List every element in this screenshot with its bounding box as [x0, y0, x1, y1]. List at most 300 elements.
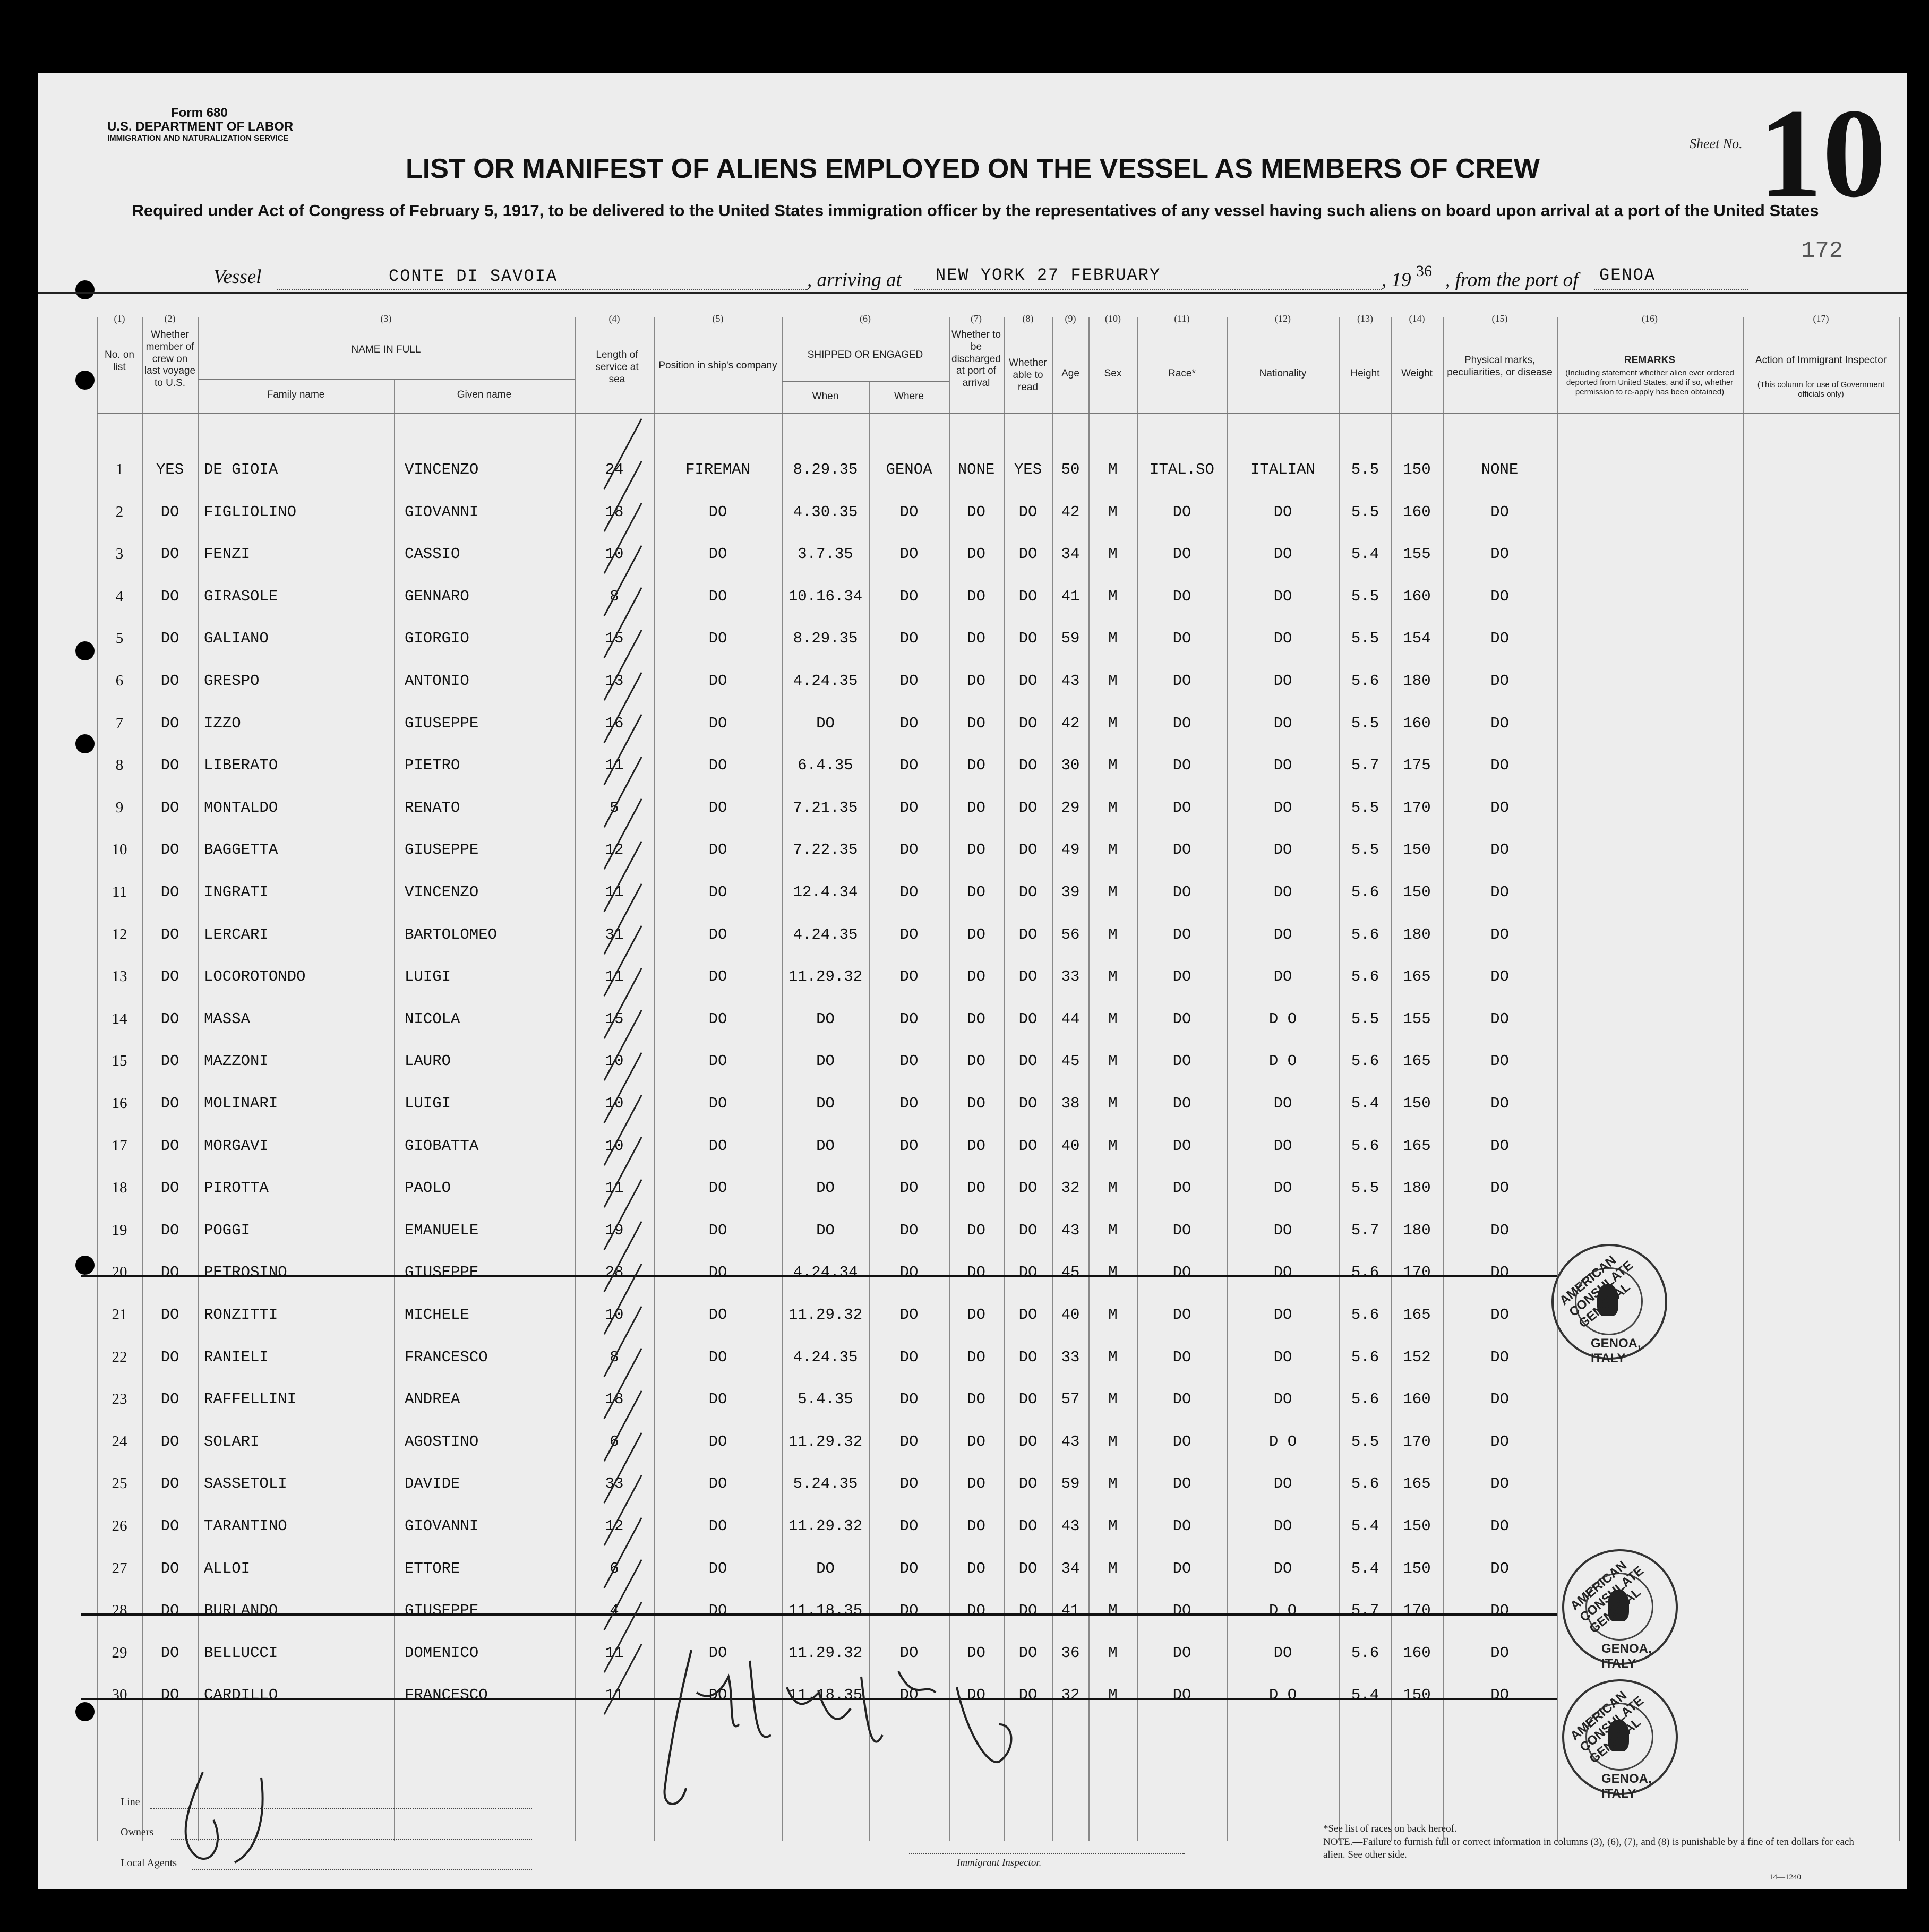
col-weight-heading: Weight: [1401, 368, 1433, 379]
physical-marks-cell: DO: [1490, 883, 1509, 901]
shipped-where-cell: DO: [899, 545, 919, 563]
shipped-when-cell: 11.29.32: [788, 1306, 863, 1324]
able-to-read-cell: DO: [1018, 1348, 1038, 1366]
shipped-where-cell: DO: [899, 714, 919, 732]
column-number: (14): [1409, 313, 1425, 324]
age-cell: 49: [1061, 841, 1080, 859]
discharged-cell: DO: [967, 1559, 985, 1577]
prev-voyage-cell: DO: [160, 1559, 179, 1577]
column-number: (4): [608, 313, 620, 324]
sex-cell: M: [1108, 1644, 1118, 1662]
penalty-note: NOTE.—Failure to furnish full or correct information in columns (3), (6), (7), and (8) is punishable by a fine of ten dollars for each alien. See other side.: [1323, 1836, 1854, 1861]
inspector-field: [909, 1853, 1185, 1854]
prev-voyage-cell: DO: [160, 630, 179, 648]
nationality-cell: D O: [1268, 1602, 1297, 1620]
col-name-heading: NAME IN FULL: [351, 344, 421, 355]
height-cell: 5.7: [1351, 1602, 1379, 1620]
arriving-underline: [914, 289, 1382, 290]
header-bottom-rule: [97, 413, 1899, 414]
discharged-cell: DO: [967, 1221, 985, 1239]
physical-marks-cell: DO: [1490, 925, 1509, 943]
physical-marks-cell: DO: [1490, 1348, 1509, 1366]
column-subrule: [782, 381, 949, 382]
sex-cell: M: [1108, 1475, 1118, 1493]
header-rule: [38, 292, 1907, 294]
table-row: [38, 883, 1907, 915]
able-to-read-cell: DO: [1018, 1095, 1038, 1112]
weight-cell: 170: [1403, 1432, 1431, 1450]
footer-notes: [1323, 1823, 1865, 1862]
column-number: (11): [1174, 313, 1190, 324]
race-cell: DO: [1172, 1348, 1191, 1366]
nationality-cell: DO: [1273, 1264, 1292, 1282]
row-number: 24: [112, 1432, 127, 1450]
family-name-cell: INGRATI: [204, 883, 269, 901]
position-cell: DO: [708, 1390, 727, 1409]
sheet-label: Sheet No.: [1690, 136, 1743, 151]
shipped-when-cell: 8.29.35: [793, 461, 858, 478]
discharged-cell: DO: [967, 545, 985, 563]
row-number: 7: [115, 714, 124, 732]
given-name-cell: AGOSTINO: [405, 1432, 479, 1450]
discharged-cell: DO: [967, 1306, 985, 1324]
shipped-where-cell: DO: [899, 1137, 919, 1155]
shipped-where-cell: DO: [899, 1221, 919, 1239]
prev-voyage-cell: DO: [160, 1052, 179, 1070]
shipped-when-cell: 6.4.35: [798, 757, 853, 775]
race-cell: DO: [1172, 841, 1191, 859]
discharged-cell: DO: [967, 1010, 985, 1028]
table-row: [38, 1517, 1907, 1549]
table-row: [38, 968, 1907, 1000]
shipped-where-cell: DO: [899, 1432, 919, 1450]
race-cell: ITAL.SO: [1150, 461, 1214, 478]
weight-cell: 154: [1403, 630, 1431, 648]
height-cell: 5.6: [1351, 883, 1379, 901]
table-row: [38, 1052, 1907, 1084]
discharged-cell: DO: [967, 1390, 985, 1409]
prev-voyage-cell: DO: [160, 672, 179, 690]
able-to-read-cell: DO: [1018, 1221, 1038, 1239]
sex-cell: M: [1108, 587, 1118, 605]
physical-marks-cell: DO: [1490, 1517, 1509, 1535]
shipped-when-cell: 11.18.35: [788, 1686, 863, 1704]
race-cell: DO: [1172, 587, 1191, 605]
from-port: GENOA: [1599, 265, 1656, 285]
physical-marks-cell: DO: [1490, 587, 1509, 605]
height-cell: 5.7: [1351, 1221, 1379, 1239]
age-cell: 32: [1061, 1179, 1080, 1197]
age-cell: 56: [1061, 925, 1080, 943]
sex-cell: M: [1108, 1602, 1118, 1620]
height-cell: 5.5: [1351, 1432, 1379, 1450]
sex-cell: M: [1108, 841, 1118, 859]
position-cell: DO: [708, 587, 727, 605]
able-to-read-cell: DO: [1018, 672, 1038, 690]
row-number: 18: [112, 1179, 127, 1197]
able-to-read-cell: DO: [1018, 883, 1038, 901]
family-name-cell: BAGGETTA: [204, 841, 278, 859]
age-cell: 32: [1061, 1686, 1080, 1704]
discharged-cell: DO: [967, 1517, 985, 1535]
position-cell: DO: [708, 757, 727, 775]
age-cell: 29: [1061, 798, 1080, 817]
shipped-when-cell: 4.24.34: [793, 1264, 858, 1282]
race-cell: DO: [1172, 1010, 1191, 1028]
position-cell: DO: [708, 1432, 727, 1450]
page-title: LIST OR MANIFEST OF ALIENS EMPLOYED ON THE VESSEL AS MEMBERS OF CREW: [406, 153, 1540, 184]
able-to-read-cell: DO: [1018, 841, 1038, 859]
prev-voyage-cell: DO: [160, 1095, 179, 1112]
race-cell: DO: [1172, 1052, 1191, 1070]
row-number: 20: [112, 1264, 127, 1281]
table-row: [38, 1010, 1907, 1042]
from-underline: [1594, 289, 1748, 290]
race-cell: DO: [1172, 798, 1191, 817]
nationality-cell: DO: [1273, 968, 1292, 986]
shipped-where-cell: DO: [899, 1686, 919, 1704]
sex-cell: M: [1108, 925, 1118, 943]
position-cell: DO: [708, 1306, 727, 1324]
col-position-heading: Position in ship's company: [658, 360, 777, 371]
height-cell: 5.4: [1351, 1095, 1379, 1112]
age-cell: 59: [1061, 630, 1080, 648]
sex-cell: M: [1108, 757, 1118, 775]
discharged-cell: DO: [967, 757, 985, 775]
weight-cell: 150: [1403, 1686, 1431, 1704]
nationality-cell: DO: [1273, 1644, 1292, 1662]
able-to-read-cell: DO: [1018, 1264, 1038, 1282]
form-number: Form 680: [171, 106, 228, 120]
discharged-cell: DO: [967, 503, 985, 521]
col-given-name-heading: Given name: [457, 389, 512, 400]
weight-cell: 180: [1403, 925, 1431, 943]
physical-marks-cell: DO: [1490, 1179, 1509, 1197]
form-header: [107, 106, 293, 143]
race-cell: DO: [1172, 545, 1191, 563]
given-name-cell: GIUSEPPE: [405, 1602, 479, 1620]
prev-voyage-cell: DO: [160, 714, 179, 732]
weight-cell: 150: [1403, 1559, 1431, 1577]
sex-cell: M: [1108, 503, 1118, 521]
able-to-read-cell: DO: [1018, 1010, 1038, 1028]
race-cell: DO: [1172, 1306, 1191, 1324]
nationality-cell: D O: [1268, 1052, 1297, 1070]
row-number: 5: [115, 630, 124, 647]
family-name-cell: PETROSINO: [204, 1264, 287, 1282]
discharged-cell: DO: [967, 714, 985, 732]
shipped-where-cell: DO: [899, 1475, 919, 1493]
prev-voyage-cell: DO: [160, 841, 179, 859]
row-number: 6: [115, 672, 124, 689]
prev-voyage-cell: DO: [160, 1644, 179, 1662]
row-number: 27: [112, 1559, 127, 1577]
position-cell: DO: [708, 1221, 727, 1239]
col-prev-voyage-heading: Whether member of crew on last voyage to U.S.: [144, 329, 196, 389]
able-to-read-cell: DO: [1018, 714, 1038, 732]
arriving-label: , arriving at: [807, 269, 902, 291]
physical-marks-cell: DO: [1490, 545, 1509, 563]
nationality-cell: DO: [1273, 1475, 1292, 1493]
service-length-cell: 11: [605, 757, 624, 775]
height-cell: 5.6: [1351, 672, 1379, 690]
given-name-cell: DAVIDE: [405, 1475, 460, 1493]
shipped-where-cell: DO: [899, 1010, 919, 1028]
discharged-cell: DO: [967, 883, 985, 901]
table-row: [38, 841, 1907, 873]
service-length-cell: 19: [605, 1221, 624, 1239]
shipped-when-cell: DO: [816, 1179, 835, 1197]
given-name-cell: FRANCESCO: [405, 1348, 488, 1366]
race-cell: DO: [1172, 1390, 1191, 1409]
physical-marks-cell: NONE: [1481, 461, 1519, 478]
weight-cell: 160: [1403, 1644, 1431, 1662]
stamp-city: GENOA, ITALY: [1601, 1642, 1652, 1671]
table-row: [38, 1095, 1907, 1127]
able-to-read-cell: DO: [1018, 1686, 1038, 1704]
shipped-where-cell: DO: [899, 925, 919, 943]
shipped-where-cell: DO: [899, 757, 919, 775]
sex-cell: M: [1108, 714, 1118, 732]
column-number: (1): [114, 313, 125, 324]
service-length-cell: 11: [605, 968, 624, 986]
position-cell: FIREMAN: [685, 461, 750, 478]
weight-cell: 165: [1403, 968, 1431, 986]
service-length-cell: 15: [605, 1010, 624, 1028]
physical-marks-cell: DO: [1490, 503, 1509, 521]
sex-cell: M: [1108, 968, 1118, 986]
family-name-cell: BURLANDO: [204, 1602, 278, 1620]
row-number: 25: [112, 1475, 127, 1492]
owners-field: [171, 1839, 532, 1840]
agents-label: Local Agents: [121, 1857, 177, 1869]
prev-voyage-cell: DO: [160, 925, 179, 943]
able-to-read-cell: DO: [1018, 1559, 1038, 1577]
age-cell: 40: [1061, 1306, 1080, 1324]
prev-voyage-cell: DO: [160, 1432, 179, 1450]
shipped-where-cell: DO: [899, 587, 919, 605]
shipped-when-cell: 4.24.35: [793, 672, 858, 690]
physical-marks-cell: DO: [1490, 1221, 1509, 1239]
position-cell: DO: [708, 545, 727, 563]
nationality-cell: DO: [1273, 630, 1292, 648]
given-name-cell: MICHELE: [405, 1306, 469, 1324]
col-height-heading: Height: [1350, 368, 1380, 379]
position-cell: DO: [708, 1602, 727, 1620]
race-cell: DO: [1172, 1559, 1191, 1577]
column-number: (10): [1105, 313, 1121, 324]
vessel-line: [213, 262, 1753, 292]
able-to-read-cell: DO: [1018, 1644, 1038, 1662]
sex-cell: M: [1108, 1559, 1118, 1577]
stamp-text: AMERICAN CONSULATE GENERAL: [1567, 1688, 1647, 1766]
table-row: [38, 1179, 1907, 1211]
service-length-cell: 10: [605, 1095, 624, 1112]
page-subtitle: Required under Act of Congress of February 5, 1917, to be delivered to the United States immigration officer by the representatives of any vessel having such aliens on board upon arrival at a port of the United States: [132, 201, 1819, 220]
table-row: [38, 503, 1907, 535]
position-cell: DO: [708, 1095, 727, 1112]
age-cell: 36: [1061, 1644, 1080, 1662]
family-name-cell: MORGAVI: [204, 1137, 269, 1155]
nationality-cell: DO: [1273, 757, 1292, 775]
family-name-cell: GRESPO: [204, 672, 260, 690]
shipped-where-cell: DO: [899, 968, 919, 986]
service-length-cell: 13: [605, 672, 624, 690]
prev-voyage-cell: DO: [160, 1221, 179, 1239]
given-name-cell: GIUSEPPE: [405, 841, 479, 859]
family-name-cell: GALIANO: [204, 630, 269, 648]
race-cell: DO: [1172, 968, 1191, 986]
given-name-cell: RENATO: [405, 798, 460, 817]
sex-cell: M: [1108, 798, 1118, 817]
weight-cell: 165: [1403, 1306, 1431, 1324]
family-name-cell: PIROTTA: [204, 1179, 269, 1197]
given-name-cell: LUIGI: [405, 968, 451, 986]
manifest-sheet: [38, 73, 1907, 1889]
able-to-read-cell: DO: [1018, 798, 1038, 817]
prev-voyage-cell: DO: [160, 1264, 179, 1282]
service-length-cell: 18: [605, 1390, 624, 1409]
discharged-cell: DO: [967, 1475, 985, 1493]
shipped-where-cell: DO: [899, 1602, 919, 1620]
position-cell: DO: [708, 503, 727, 521]
weight-cell: 165: [1403, 1137, 1431, 1155]
race-cell: DO: [1172, 1221, 1191, 1239]
family-name-cell: CARDILLO: [204, 1686, 278, 1704]
race-cell: DO: [1172, 1137, 1191, 1155]
position-cell: DO: [708, 1686, 727, 1704]
shipped-when-cell: 4.24.35: [793, 1348, 858, 1366]
page-number: 172: [1801, 238, 1844, 264]
col-remarks-heading: REMARKS: [1624, 355, 1676, 366]
weight-cell: 150: [1403, 883, 1431, 901]
column-number: (5): [712, 313, 724, 324]
given-name-cell: GIOVANNI: [405, 503, 479, 521]
column-number: (16): [1642, 313, 1658, 324]
able-to-read-cell: DO: [1018, 545, 1038, 563]
able-to-read-cell: DO: [1018, 757, 1038, 775]
service-length-cell: 12: [605, 841, 624, 859]
prev-voyage-cell: DO: [160, 968, 179, 986]
strike-through-line: [81, 1613, 1557, 1616]
row-number: 17: [112, 1137, 127, 1154]
nationality-cell: DO: [1273, 925, 1292, 943]
age-cell: 59: [1061, 1475, 1080, 1493]
nationality-cell: DO: [1273, 1390, 1292, 1409]
department-name: U.S. DEPARTMENT OF LABOR: [107, 119, 294, 134]
row-number: 21: [112, 1306, 127, 1323]
nationality-cell: DO: [1273, 1517, 1292, 1535]
column-number: (12): [1275, 313, 1291, 324]
nationality-cell: DO: [1273, 1179, 1292, 1197]
column-number: (9): [1065, 313, 1076, 324]
physical-marks-cell: DO: [1490, 1475, 1509, 1493]
row-number: 13: [112, 968, 127, 985]
height-cell: 5.4: [1351, 545, 1379, 563]
physical-marks-cell: DO: [1490, 798, 1509, 817]
weight-cell: 155: [1403, 1010, 1431, 1028]
height-cell: 5.5: [1351, 630, 1379, 648]
row-number: 29: [112, 1644, 127, 1661]
given-name-cell: LAURO: [405, 1052, 451, 1070]
weight-cell: 180: [1403, 672, 1431, 690]
handwritten-signature: [649, 1629, 1074, 1831]
age-cell: 43: [1061, 1221, 1080, 1239]
service-length-cell: 24: [605, 461, 624, 478]
shipped-when-cell: DO: [816, 714, 835, 732]
race-cell: DO: [1172, 1602, 1191, 1620]
weight-cell: 150: [1403, 841, 1431, 859]
weight-cell: 170: [1403, 1264, 1431, 1282]
col-age-heading: Age: [1061, 368, 1079, 379]
able-to-read-cell: DO: [1018, 503, 1038, 521]
nationality-cell: DO: [1273, 545, 1292, 563]
weight-cell: 170: [1403, 1602, 1431, 1620]
nationality-cell: DO: [1273, 672, 1292, 690]
shipped-when-cell: DO: [816, 1052, 835, 1070]
prev-voyage-cell: DO: [160, 757, 179, 775]
prev-voyage-cell: DO: [160, 503, 179, 521]
column-subrule: [198, 379, 575, 380]
column-number: (8): [1022, 313, 1034, 324]
shipped-where-cell: DO: [899, 1559, 919, 1577]
shipped-when-cell: DO: [816, 1137, 835, 1155]
prev-voyage-cell: DO: [160, 1010, 179, 1028]
form-code: 14—1240: [1769, 1873, 1801, 1882]
table-row: [38, 672, 1907, 704]
height-cell: 5.4: [1351, 1686, 1379, 1704]
age-cell: 41: [1061, 587, 1080, 605]
discharged-cell: DO: [967, 1179, 985, 1197]
nationality-cell: DO: [1273, 503, 1292, 521]
height-cell: 5.6: [1351, 1644, 1379, 1662]
shipped-when-cell: 5.24.35: [793, 1475, 858, 1493]
height-cell: 5.7: [1351, 757, 1379, 775]
shipped-when-cell: 12.4.34: [793, 883, 858, 901]
col-service-heading: Length of service at sea: [595, 349, 639, 385]
nationality-cell: DO: [1273, 798, 1292, 817]
prev-voyage-cell: DO: [160, 1179, 179, 1197]
shipped-when-cell: 3.7.35: [798, 545, 853, 563]
position-cell: DO: [708, 1475, 727, 1493]
year-prefix: , 19: [1382, 269, 1411, 291]
column-number: (17): [1813, 313, 1829, 324]
age-cell: 41: [1061, 1602, 1080, 1620]
race-cell: DO: [1172, 1432, 1191, 1450]
age-cell: 43: [1061, 1517, 1080, 1535]
discharged-cell: DO: [967, 925, 985, 943]
column-number: (7): [971, 313, 982, 324]
given-name-cell: ETTORE: [405, 1559, 460, 1577]
family-name-cell: RAFFELLINI: [204, 1390, 297, 1409]
strike-through-line: [81, 1275, 1557, 1277]
family-name-cell: BELLUCCI: [204, 1644, 278, 1662]
able-to-read-cell: DO: [1018, 1390, 1038, 1409]
handwritten-mark: [155, 1762, 314, 1868]
table-row: [38, 1475, 1907, 1507]
sex-cell: M: [1108, 1306, 1118, 1324]
height-cell: 5.6: [1351, 1475, 1379, 1493]
able-to-read-cell: DO: [1018, 1517, 1038, 1535]
height-cell: 5.6: [1351, 1348, 1379, 1366]
able-to-read-cell: DO: [1018, 1602, 1038, 1620]
physical-marks-cell: DO: [1490, 1052, 1509, 1070]
discharged-cell: DO: [967, 1348, 985, 1366]
age-cell: 42: [1061, 503, 1080, 521]
weight-cell: 180: [1403, 1179, 1431, 1197]
service-length-cell: 10: [605, 1306, 624, 1324]
nationality-cell: DO: [1273, 1348, 1292, 1366]
